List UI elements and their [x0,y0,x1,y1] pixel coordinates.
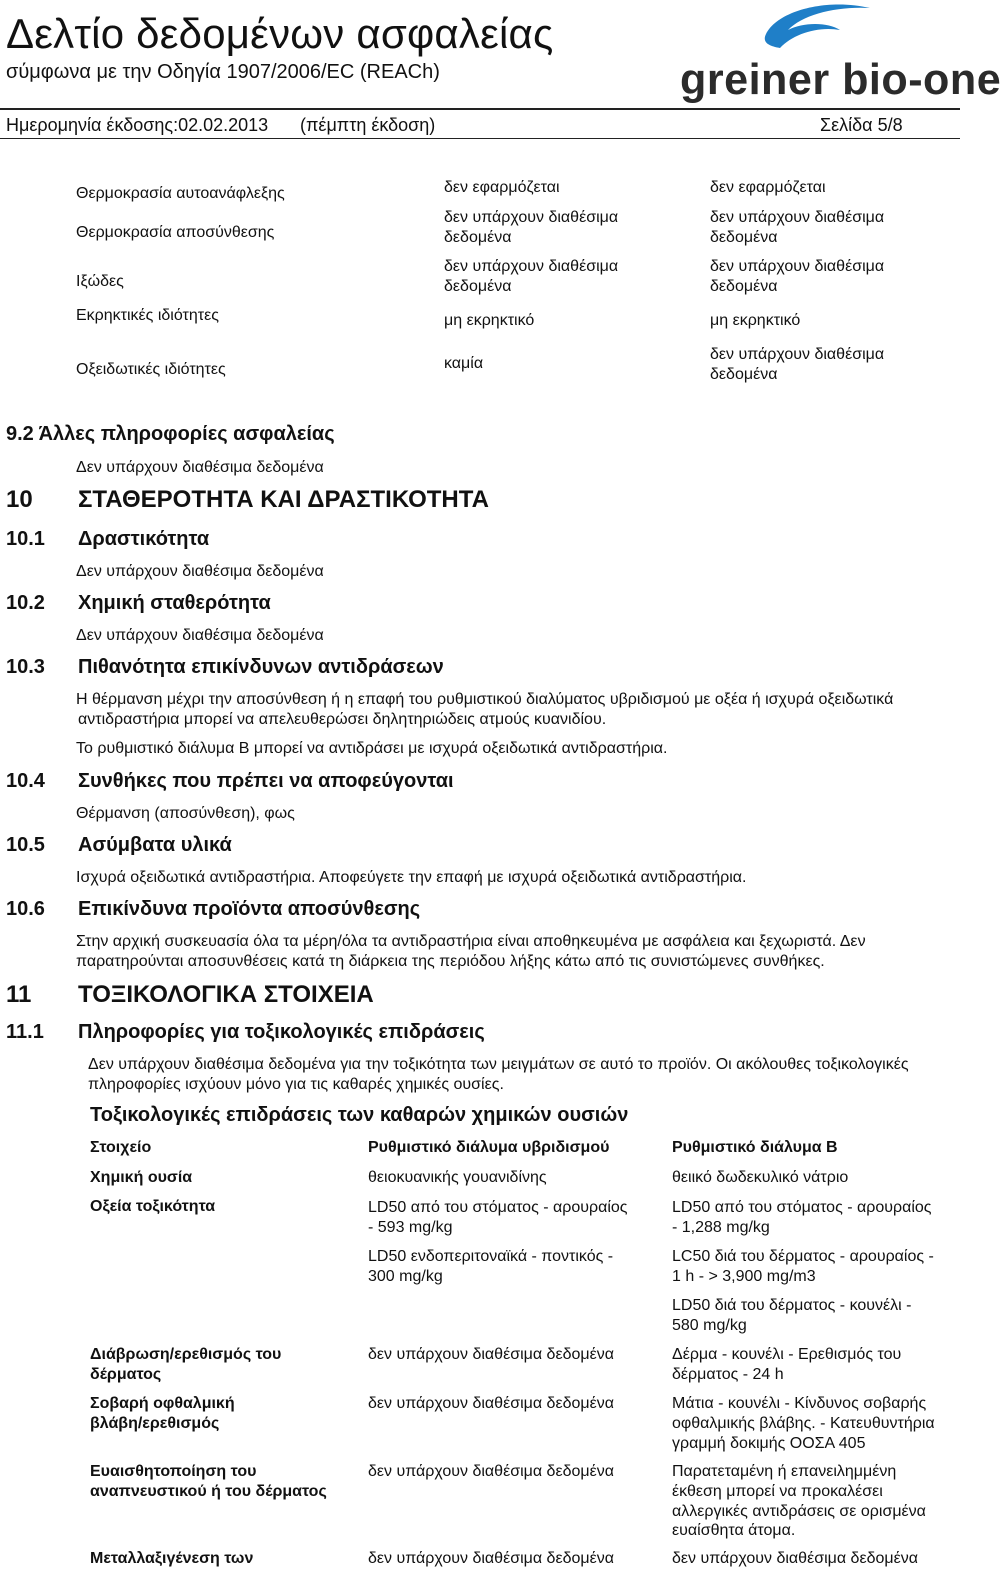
table-cell: - 593 mg/kg [368,1219,453,1236]
table-cell: έκθεση μπορεί να προκαλέσει [672,1483,883,1500]
section-number: 10 [6,486,33,513]
edition-label: (πέμπτη έκδοση) [300,115,436,135]
table-cell: δεν υπάρχουν διαθέσιμα δεδομένα [368,1346,614,1363]
property-name: Θερμοκρασία αποσύνθεσης [76,224,275,241]
subsection-number: 10.4 [6,770,45,792]
table-cell: LC50 διά του δέρματος - αρουραίος - [672,1248,934,1265]
property-value: δεν υπάρχουν διαθέσιμα [444,258,619,275]
table-cell: δεν υπάρχουν διαθέσιμα δεδομένα [368,1395,614,1412]
section-text: Το ρυθμιστικό διάλυμα B μπορεί να αντιδράσει με ισχυρά οξειδωτικά αντιδραστήρια. [76,740,668,757]
table-row-label: αναπνευστικού ή του δέρματος [90,1483,327,1500]
section-title: ΤΟΞΙΚΟΛΟΓΙΚΑ ΣΤΟΙΧΕΙΑ [78,981,374,1008]
property-value: μη εκρηκτικό [444,312,535,329]
table-header-cell: Ρυθμιστικό διάλυμα B [672,1139,838,1156]
table-header-cell: Ρυθμιστικό διάλυμα υβριδισμού [368,1139,610,1156]
section-text: Θέρμανση (αποσύνθεση), φως [76,805,295,822]
subsection-number: 10.2 [6,592,45,614]
property-value: δεν εφαρμόζεται [710,179,826,196]
table-cell: Μάτια - κουνέλι - Κίνδυνος σοβαρής [672,1395,927,1412]
header-divider [0,108,960,110]
property-value: μη εκρηκτικό [710,312,801,329]
property-value: δεδομένα [710,229,778,246]
property-value: δεν υπάρχουν διαθέσιμα [710,346,885,363]
table-cell: δέρματος - 24 h [672,1366,784,1383]
table-cell: αλλεργικές αντιδράσεις σε ορισμένα [672,1503,926,1520]
table-cell: γραμμή δοκιμής ΟΟΣΑ 405 [672,1435,866,1452]
table-row-label: Χημική ουσία [90,1169,193,1186]
table-cell: 580 mg/kg [672,1317,747,1334]
table-cell: δεν υπάρχουν διαθέσιμα δεδομένα [368,1550,614,1567]
table-row-label: δέρματος [90,1366,162,1383]
subsection-number: 10.6 [6,898,45,920]
table-row-label: Διάβρωση/ερεθισμός του [90,1346,282,1363]
table-cell: θειικό δωδεκυλικό νάτριο [672,1169,849,1186]
table-cell: LD50 από του στόματος - αρουραίος [368,1199,628,1216]
subsection-title: Συνθήκες που πρέπει να αποφεύγονται [78,770,454,792]
table-header-cell: Στοιχείο [90,1139,152,1156]
document-title: Δελτίο δεδομένων ασφαλείας [6,10,554,57]
section-number: 11 [6,981,32,1008]
table-cell: Παρατεταμένη ή επανειλημμένη [672,1463,897,1480]
section-text: Δεν υπάρχουν διαθέσιμα δεδομένα [76,563,324,580]
property-value: δεν υπάρχουν διαθέσιμα [710,209,885,226]
brand-logo-text: greiner bio-one [680,55,1001,104]
subsection-title: Πιθανότητα επικίνδυνων αντιδράσεων [78,656,444,678]
section-text: Δεν υπάρχουν διαθέσιμα δεδομένα [76,627,324,644]
section-text: Δεν υπάρχουν διαθέσιμα δεδομένα [76,459,324,476]
property-value: δεν υπάρχουν διαθέσιμα [444,209,619,226]
table-cell: οφθαλμικής βλάβης. - Κατευθυντήρια [672,1415,935,1432]
issue-date: Ημερομηνία έκδοσης:02.02.2013 [6,115,269,135]
section-text: Στην αρχική συσκευασία όλα τα μέρη/όλα τα αντιδραστήρια είναι αποθηκευμένα με ασφάλεια και ξεχωριστά. Δεν [76,933,866,950]
section-text: πληροφορίες ισχύουν μόνο για τις καθαρές χημικές ουσίες. [88,1076,504,1093]
subsection-title: Χημική σταθερότητα [78,592,271,614]
table-cell: ευαίσθητα άτομα. [672,1522,796,1539]
property-name: Οξειδωτικές ιδιότητες [76,361,226,378]
section-title: ΣΤΑΘΕΡΟΤΗΤΑ ΚΑΙ ΔΡΑΣΤΙΚΟΤΗΤΑ [78,486,489,513]
table-row-label: Οξεία τοξικότητα [90,1198,216,1215]
section-text: Η θέρμανση μέχρι την αποσύνθεση ή η επαφή του ρυθμιστικού διαλύματος υβριδισμού με οξέα ή ισχυρά οξειδωτικά [76,691,894,708]
property-value: δεδομένα [710,278,778,295]
subsection-number: 10.1 [6,528,45,550]
section-text: Δεν υπάρχουν διαθέσιμα δεδομένα για την τοξικότητα των μειγμάτων σε αυτό το προϊόν. Οι ακόλουθες τοξικολογικές [88,1056,909,1073]
table-cell: 300 mg/kg [368,1268,443,1285]
section-text: Ισχυρά οξειδωτικά αντιδραστήρια. Αποφεύγετε την επαφή με ισχυρά οξειδωτικά αντιδραστήρια. [76,869,747,886]
property-value: δεδομένα [710,366,778,383]
subsection-number: 10.5 [6,834,45,856]
table-cell: Δέρμα - κουνέλι - Ερεθισμός του [672,1346,902,1363]
subsection-title: Ασύμβατα υλικά [78,834,232,856]
table-row-label: βλάβη/ερεθισμός [90,1415,220,1432]
property-name: Ιξώδες [76,273,124,290]
table-cell: - 1,288 mg/kg [672,1219,770,1236]
document-subtitle: σύμφωνα με την Οδηγία 1907/2006/EC (REACh) [6,61,440,83]
table-title: Τοξικολογικές επιδράσεις των καθαρών χημικών ουσιών [90,1104,629,1126]
property-value: δεδομένα [444,229,512,246]
property-value: καμία [444,355,484,372]
section-title: 9.2 Άλλες πληροφορίες ασφαλείας [6,423,335,445]
table-cell: δεν υπάρχουν διαθέσιμα δεδομένα [368,1463,614,1480]
subsection-number: 11.1 [6,1021,44,1043]
property-name: Εκρηκτικές ιδιότητες [76,307,219,324]
subsection-title: Δραστικότητα [78,528,210,550]
property-value: δεν υπάρχουν διαθέσιμα [710,258,885,275]
header-divider-bottom [0,138,960,139]
subsection-title: Πληροφορίες για τοξικολογικές επιδράσεις [78,1021,485,1043]
property-value: δεδομένα [444,278,512,295]
table-row-label: Μεταλλαξιγένεση των [90,1550,254,1567]
page-number: Σελίδα 5/8 [820,115,903,135]
subsection-number: 10.3 [6,656,45,678]
table-cell: LD50 διά του δέρματος - κουνέλι - [672,1297,912,1314]
table-row-label: Ευαισθητοποίηση του [90,1463,257,1480]
table-cell: 1 h - > 3,900 mg/m3 [672,1268,816,1285]
section-text: αντιδραστήρια μπορεί να απελευθερώσει δηλητηριώδεις ατμούς κυανιδίου. [78,711,607,728]
property-name: Θερμοκρασία αυτοανάφλεξης [76,185,285,202]
table-cell: δεν υπάρχουν διαθέσιμα δεδομένα [672,1550,918,1567]
table-row-label: Σοβαρή οφθαλμική [90,1395,235,1412]
table-cell: LD50 από του στόματος - αρουραίος [672,1199,932,1216]
table-cell: LD50 ενδοπεριτοναϊκά - ποντικός - [368,1248,614,1265]
subsection-title: Επικίνδυνα προϊόντα αποσύνθεσης [78,898,421,920]
section-text: παρατηρούνται αποσυνθέσεις κατά τη διάρκεια της περιόδου λήξης κάτω από τις συνιστώμενες συνθήκες. [76,953,825,970]
table-cell: θειοκυανικής γουανιδίνης [368,1169,547,1186]
logo-swoosh-icon [758,0,878,52]
property-value: δεν εφαρμόζεται [444,179,560,196]
